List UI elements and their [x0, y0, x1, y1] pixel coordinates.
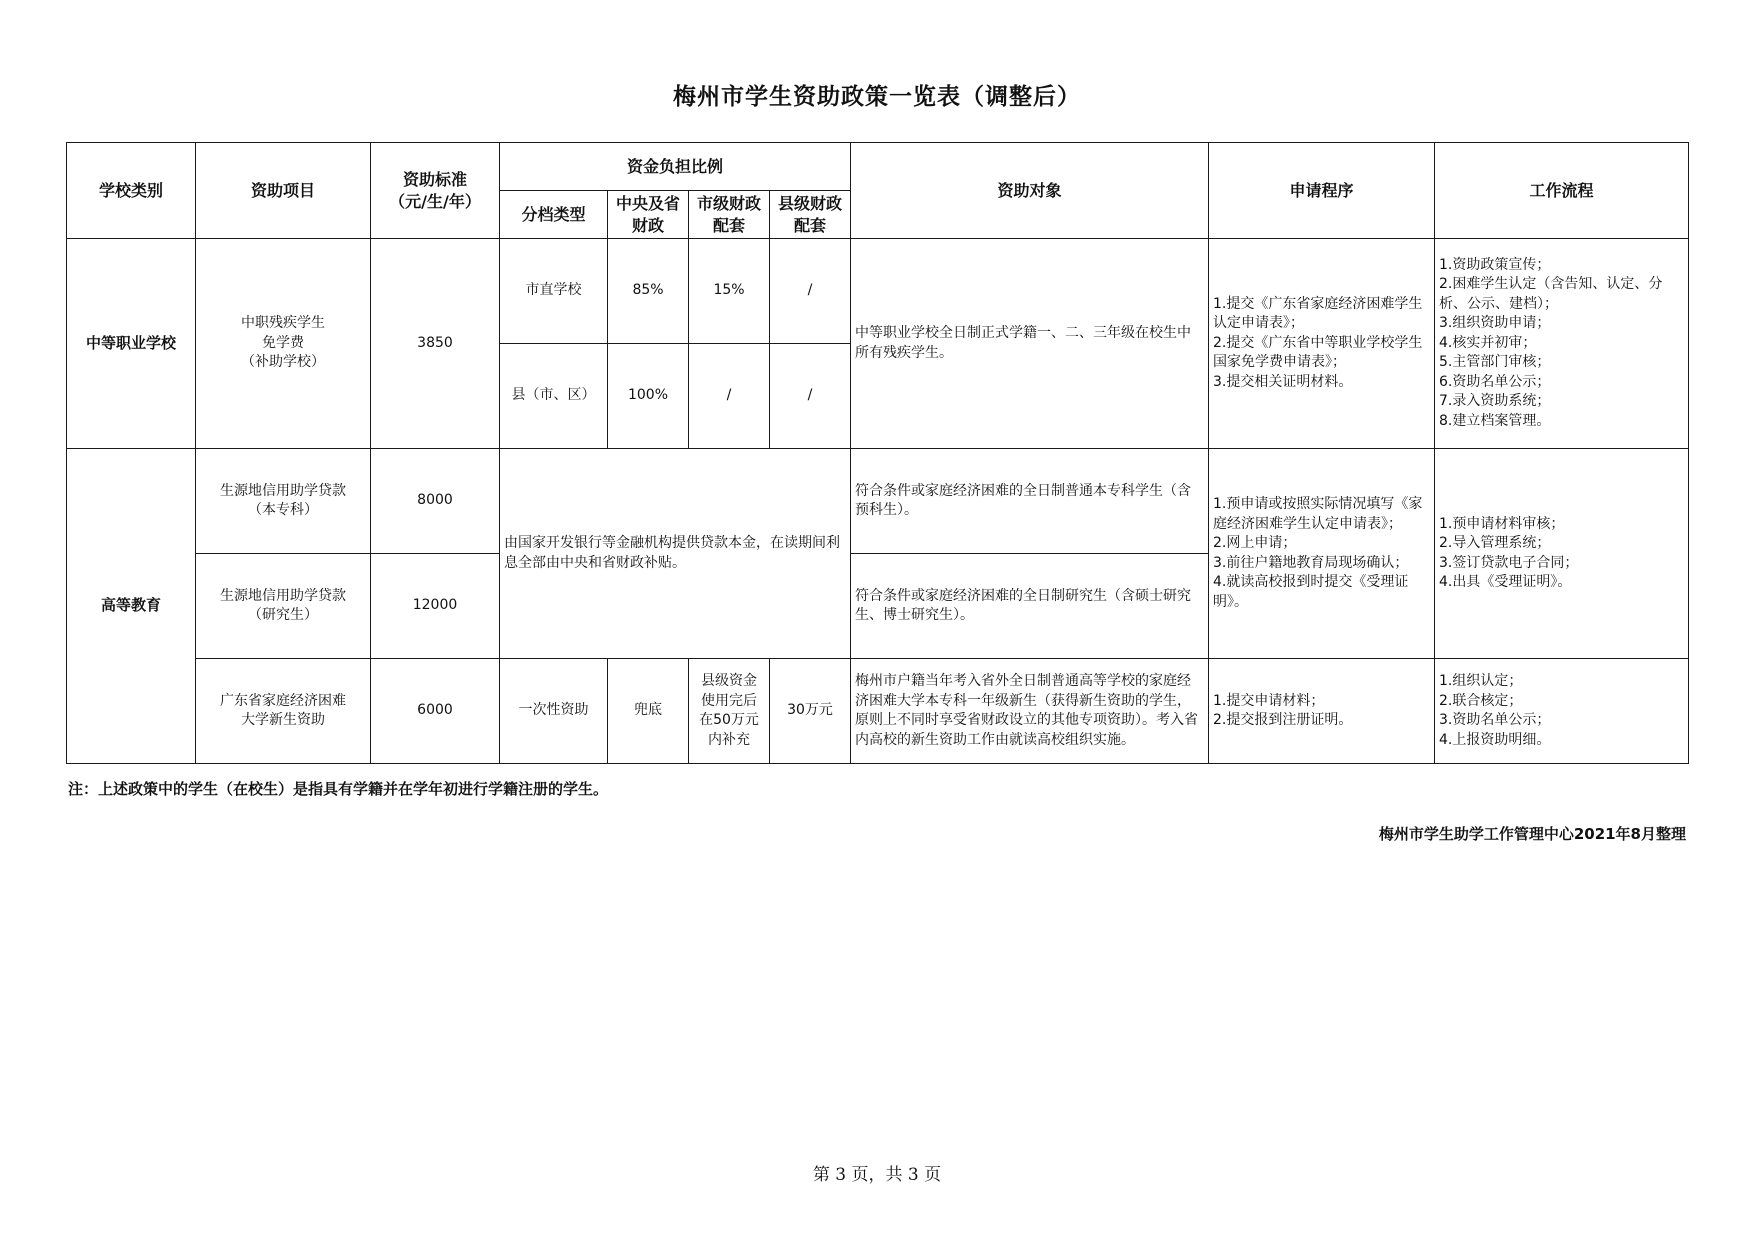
amount-loan-postgrad: 12000 [371, 554, 500, 659]
central-ratio: 85% [608, 239, 689, 344]
header-school-type: 学校类别 [67, 143, 196, 239]
loan-funding-note: 由国家开发银行等金融机构提供贷款本金，在读期间利息全部由中央和省财政补贴。 [500, 449, 851, 659]
header-standard: 资助标准 （元/生/年） [371, 143, 500, 239]
target-loan-postgrad: 符合条件或家庭经济困难的全日制研究生（含硕士研究生、博士研究生）。 [851, 554, 1209, 659]
header-row [67, 143, 1689, 191]
policy-table [66, 142, 1689, 764]
amount-freshman: 6000 [371, 659, 500, 764]
table-row [67, 449, 1689, 554]
header-city: 市级财政 配套 [689, 191, 770, 239]
header-funding-ratio: 资金负担比例 [500, 143, 851, 191]
compiled-by: 梅州市学生助学工作管理中心2021年8月整理 [1378, 825, 1686, 843]
city-freshman: 县级资金 使用完后 在50万元 内补充 [689, 659, 770, 764]
project-loan-undergrad: 生源地信用助学贷款 （本专科） [196, 449, 371, 554]
header-tier: 分档类型 [500, 191, 608, 239]
header-county: 县级财政 配套 [770, 191, 851, 239]
county-ratio: / [770, 344, 851, 449]
target-freshman: 梅州市户籍当年考入省外全日制普通高等学校的家庭经济困难大学本专科一年级新生（获得新生资助的学生，原则上不同时享受省财政设立的其他专项资助）。考入省内高校的新生资助工作由就读高校组织实施。 [851, 659, 1209, 764]
page-title: 梅州市学生资助政策一览表（调整后） [673, 84, 1081, 110]
workflow-loan: 1.预申请材料审核； 2.导入管理系统； 3.签订贷款电子合同； 4.出具《受理证明》。 [1435, 449, 1689, 659]
header-project: 资助项目 [196, 143, 371, 239]
amount-vocational: 3850 [371, 239, 500, 449]
application-vocational: 1.提交《广东省家庭经济困难学生认定申请表》； 2.提交《广东省中等职业学校学生国家免学费申请表》； 3.提交相关证明材料。 [1209, 239, 1435, 449]
application-freshman: 1.提交申请材料； 2.提交报到注册证明。 [1209, 659, 1435, 764]
workflow-freshman: 1.组织认定； 2.联合核定； 3.资助名单公示； 4.上报资助明细。 [1435, 659, 1689, 764]
footnote: 注：上述政策中的学生（在校生）是指具有学籍并在学年初进行学籍注册的学生。 [68, 780, 609, 798]
county-ratio: / [770, 239, 851, 344]
header-workflow: 工作流程 [1435, 143, 1689, 239]
table-row [67, 239, 1689, 344]
type-freshman: 一次性资助 [500, 659, 608, 764]
header-central: 中央及省 财政 [608, 191, 689, 239]
central-ratio: 100% [608, 344, 689, 449]
tier-city-school: 市直学校 [500, 239, 608, 344]
central-freshman: 兜底 [608, 659, 689, 764]
table-row [67, 659, 1689, 764]
header-target: 资助对象 [851, 143, 1209, 239]
school-higher: 高等教育 [67, 449, 196, 764]
target-loan-undergrad: 符合条件或家庭经济困难的全日制普通本专科学生（含预科生）。 [851, 449, 1209, 554]
application-loan: 1.预申请或按照实际情况填写《家庭经济困难学生认定申请表》； 2.网上申请； 3.前往户籍地教育局现场确认； 4.就读高校报到时提交《受理证明》。 [1209, 449, 1435, 659]
city-ratio: 15% [689, 239, 770, 344]
tier-county: 县（市、区） [500, 344, 608, 449]
amount-loan-undergrad: 8000 [371, 449, 500, 554]
project-freshman: 广东省家庭经济困难 大学新生资助 [196, 659, 371, 764]
project-vocational: 中职残疾学生 免学费 （补助学校） [196, 239, 371, 449]
page-number: 第 3 页，共 3 页 [812, 1165, 942, 1185]
school-vocational: 中等职业学校 [67, 239, 196, 449]
target-vocational: 中等职业学校全日制正式学籍一、二、三年级在校生中所有残疾学生。 [851, 239, 1209, 449]
workflow-vocational: 1.资助政策宣传； 2.困难学生认定（含告知、认定、分析、公示、建档）； 3.组织资助申请； 4.核实并初审； 5.主管部门审核； 6.资助名单公示； 7.录入资助系统； 8.建立档案管理。 [1435, 239, 1689, 449]
header-application: 申请程序 [1209, 143, 1435, 239]
city-ratio: / [689, 344, 770, 449]
county-freshman: 30万元 [770, 659, 851, 764]
project-loan-postgrad: 生源地信用助学贷款 （研究生） [196, 554, 371, 659]
